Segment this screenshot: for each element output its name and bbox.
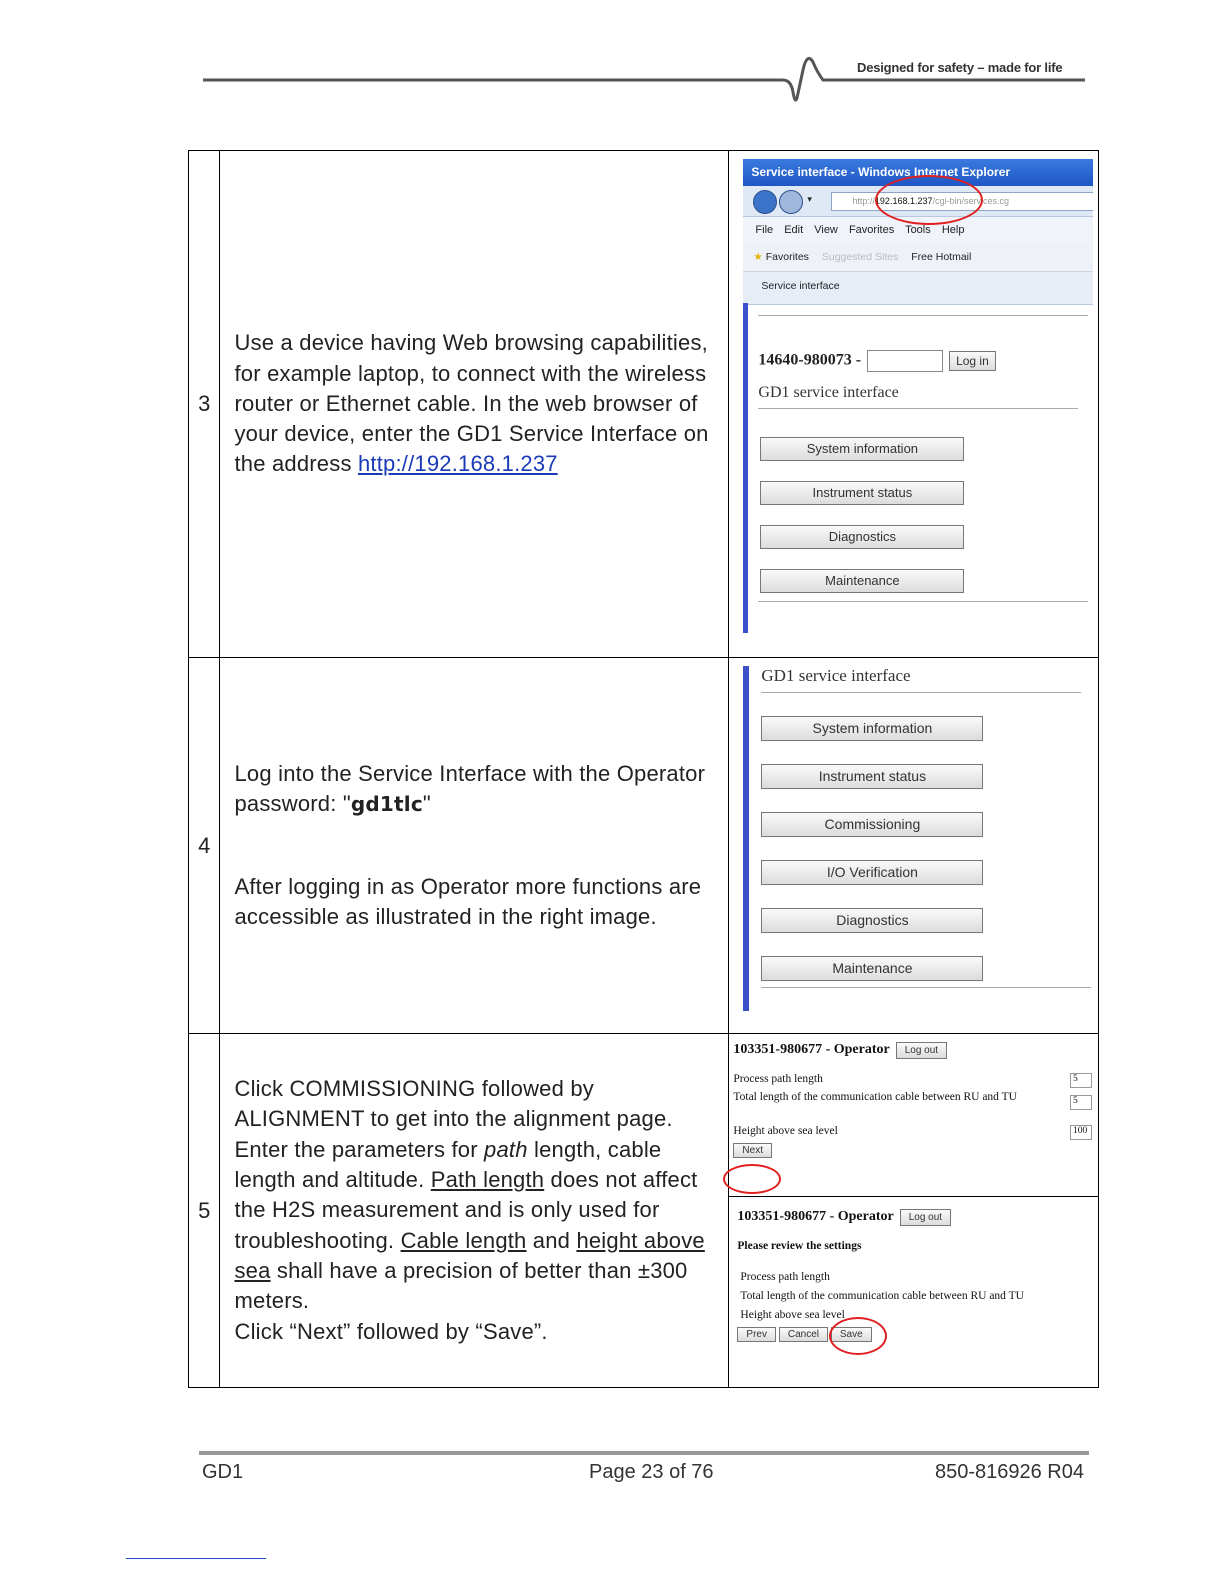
favorites-bar — [743, 243, 1093, 272]
highlight-circle — [875, 175, 983, 225]
path-length-input[interactable]: 5 — [1070, 1073, 1092, 1088]
highlight-circle — [723, 1164, 781, 1194]
step-text: Log into the Service Interface with the Operator password: "gd1tlc" — [234, 760, 706, 817]
path-italic: path — [484, 1136, 528, 1162]
alignment-form — [729, 1034, 1098, 1196]
page-content — [743, 303, 1093, 633]
divider — [761, 987, 1091, 988]
step-number: 5 — [189, 1034, 220, 1388]
forward-icon[interactable] — [779, 190, 803, 214]
divider — [758, 601, 1088, 602]
step-row — [189, 1034, 1099, 1388]
next-button[interactable]: Next — [733, 1143, 772, 1158]
io-verification-button[interactable]: I/O Verification — [761, 860, 983, 885]
step-text: After logging in as Operator more functions are accessible as illustrated in the right image. — [234, 873, 702, 929]
menu-favorites[interactable]: Favorites — [848, 224, 895, 236]
operator-header: 103351-980677 - Operator Log out — [737, 1209, 1090, 1226]
step-description: Click COMMISSIONING followed by ALIGNMENT to get into the alignment page. Enter the parameters for path length, cable length and altitude. Path length does not affect the H2S measurement and is only used for troubleshooting. Cable length and height above sea shall have a precision of better than ±300 meters. Click “Next” followed by “Save”. — [220, 1034, 729, 1388]
review-buttons — [737, 1327, 1090, 1342]
step-text: Use a device having Web browsing capabilities, for example laptop, to connect with the wireless router or Ethernet cable. In the web browser of your device, enter the GD1 Service Interface on the address — [234, 330, 709, 477]
diagnostics-button[interactable]: Diagnostics — [760, 525, 964, 549]
alignment-screenshots — [729, 1034, 1099, 1388]
review-panel — [729, 1197, 1098, 1342]
footer-rule — [199, 1451, 1089, 1455]
password-text: gd1tlc — [350, 792, 423, 817]
password-input[interactable] — [867, 350, 943, 372]
login-button[interactable]: Log in — [949, 351, 996, 371]
page-title: GD1 service interface — [761, 666, 1081, 693]
back-icon[interactable] — [753, 190, 777, 214]
save-button[interactable]: Save — [831, 1327, 872, 1342]
free-hotmail[interactable]: Free Hotmail — [911, 251, 972, 263]
system-information-button[interactable]: System information — [760, 437, 964, 461]
address-value: 192.168.1.237 — [874, 196, 933, 206]
ie-window — [743, 159, 1093, 633]
step-text: Click “Next” followed by “Save”. — [234, 1318, 548, 1344]
diagnostics-button[interactable]: Diagnostics — [761, 908, 983, 933]
review-list: Process path length Total length of the communication cable between RU and TU Height above sea level — [740, 1271, 1024, 1321]
window-title: Service interface - Windows Internet Explorer — [743, 159, 1093, 186]
operator-menu-screenshot — [729, 658, 1099, 1034]
favorites-button[interactable]: Favorites — [765, 251, 809, 263]
field-row: Height above sea level 100 — [733, 1125, 1094, 1143]
page-title: GD1 service interface — [758, 384, 1078, 409]
header-rule — [203, 0, 1085, 110]
divider — [758, 315, 1088, 316]
maintenance-button[interactable]: Maintenance — [760, 569, 964, 593]
footer-left: GD1 — [202, 1461, 244, 1483]
serial-number: 14640-980073 - — [758, 351, 862, 369]
cable-length-term: Cable length — [400, 1227, 527, 1253]
instrument-status-button[interactable]: Instrument status — [760, 481, 964, 505]
operator-menu — [743, 666, 1084, 1011]
menu-edit[interactable]: Edit — [784, 224, 804, 236]
step-number: 3 — [189, 151, 220, 658]
system-information-button[interactable]: System information — [761, 716, 983, 741]
menu-file[interactable]: File — [755, 224, 774, 236]
prev-button[interactable]: Prev — [737, 1327, 776, 1342]
browser-screenshot — [729, 151, 1099, 658]
document-number: 850-816926 R04 — [934, 1461, 1084, 1483]
header-tagline: Designed for safety – made for life — [857, 60, 1063, 75]
chevron-down-icon[interactable]: ▾ — [807, 194, 812, 204]
footnote-rule — [126, 1558, 266, 1559]
height-input[interactable]: 100 — [1070, 1125, 1092, 1140]
commissioning-button[interactable]: Commissioning — [761, 812, 983, 837]
steps-table — [188, 150, 1099, 1388]
menu-view[interactable]: View — [814, 224, 838, 236]
logout-button[interactable]: Log out — [900, 1209, 951, 1226]
highlight-circle — [829, 1317, 887, 1355]
cable-length-input[interactable]: 5 — [1070, 1095, 1092, 1110]
serial-row — [758, 350, 1093, 372]
menu-tools[interactable]: Tools — [905, 224, 931, 236]
address-link[interactable]: http://192.168.1.237 — [357, 451, 558, 477]
suggested-sites[interactable]: Suggested Sites — [821, 251, 899, 263]
path-length-term: Path length — [430, 1167, 545, 1193]
menu-help[interactable]: Help — [941, 224, 965, 236]
star-icon: ★ — [753, 251, 763, 263]
step-number: 4 — [189, 658, 220, 1034]
page-number: Page 23 of 76 — [589, 1461, 714, 1483]
height-term: height above sea — [234, 1227, 705, 1283]
field-row: Total length of the communication cable between RU and TU 5 — [733, 1091, 1094, 1125]
step-description — [220, 658, 729, 1034]
instrument-status-button[interactable]: Instrument status — [761, 764, 983, 789]
step-description — [220, 151, 729, 658]
review-heading: Please review the settings — [737, 1240, 862, 1252]
tab-service-interface[interactable]: Service interface — [743, 272, 1093, 305]
cancel-button[interactable]: Cancel — [779, 1327, 828, 1342]
logout-button[interactable]: Log out — [896, 1042, 947, 1059]
address-input[interactable]: http://192.168.1.237/cgi-bin/services.cg — [831, 192, 1093, 211]
step-row — [189, 658, 1099, 1034]
maintenance-button[interactable]: Maintenance — [761, 956, 983, 981]
step-row — [189, 151, 1099, 658]
operator-header: 103351-980677 - Operator Log out — [733, 1042, 1094, 1059]
field-row: Process path length 5 — [733, 1073, 1094, 1091]
